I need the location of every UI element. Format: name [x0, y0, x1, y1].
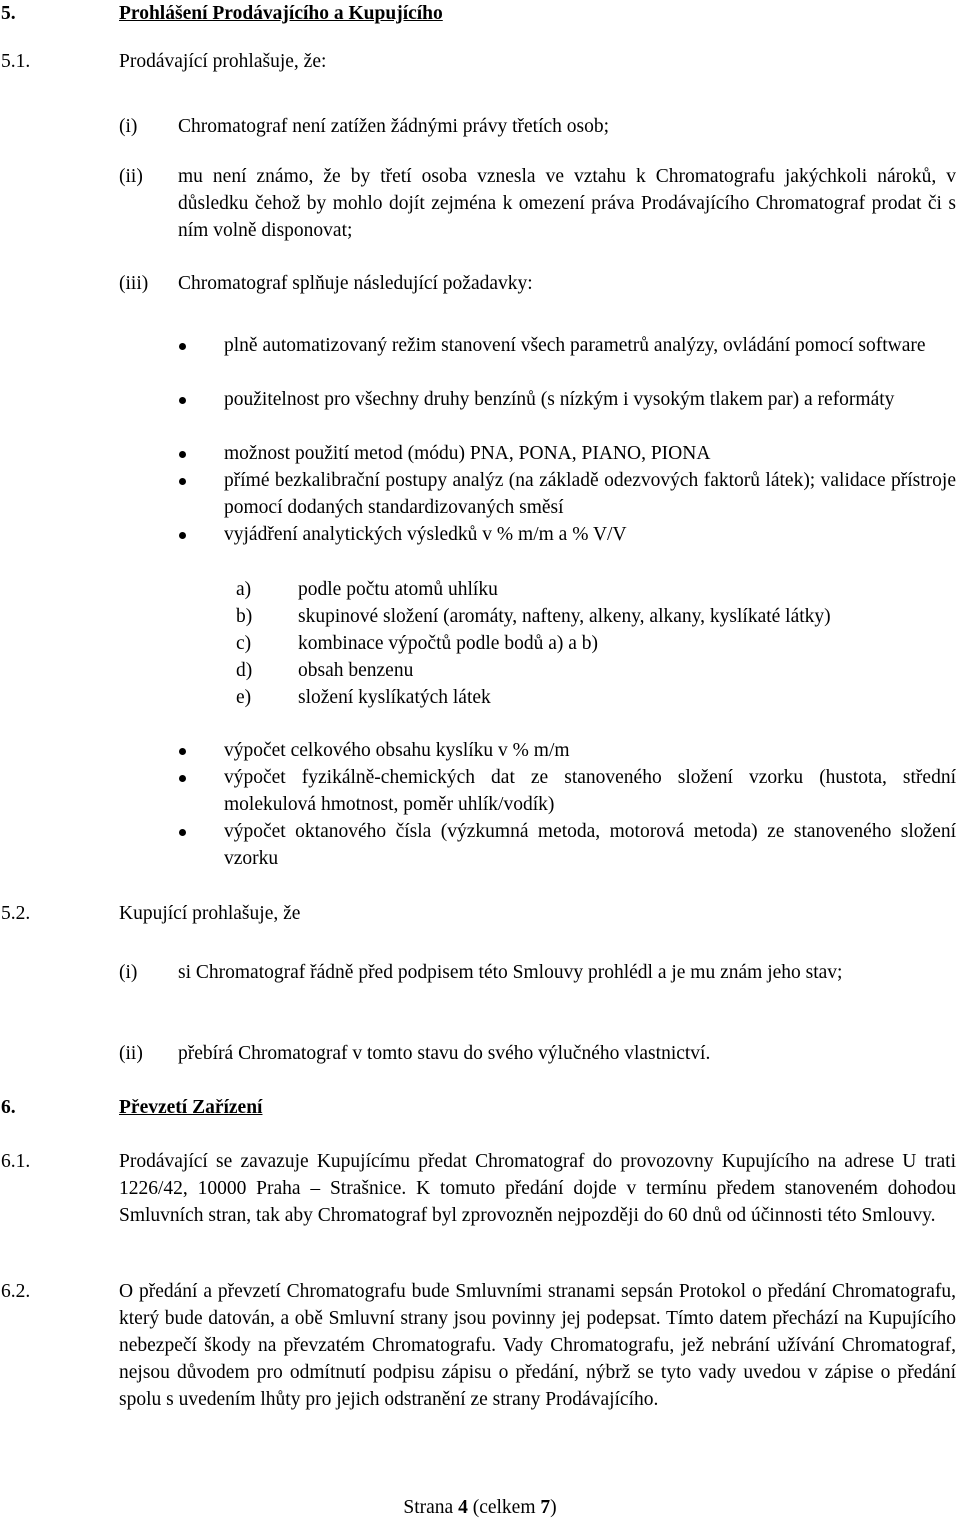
footer-prefix: Strana — [403, 1497, 459, 1518]
item-label: (ii) — [119, 166, 143, 187]
letter-text: skupinové složení (aromáty, nafteny, alkeny, alkany, kyslíkaté látky) — [298, 606, 831, 627]
section-6-title: Převzetí Zařízení — [119, 1097, 263, 1118]
page-number: 4 — [458, 1497, 468, 1518]
item-label: (ii) — [119, 1043, 143, 1064]
clause-5-2-text: Kupující prohlašuje, že — [119, 903, 301, 924]
item-text: přebírá Chromatograf v tomto stavu do svého výlučného vlastnictví. — [178, 1043, 711, 1064]
section-6-number: 6. — [1, 1097, 16, 1118]
bullet-icon — [179, 343, 186, 350]
item-label: (iii) — [119, 273, 149, 294]
item-text: Chromatograf splňuje následující požadavky: — [178, 273, 533, 294]
bullet-text: plně automatizovaný režim stanovení všech parametrů analýzy, ovládání pomocí software — [224, 335, 926, 356]
letter-label: b) — [236, 606, 253, 627]
letter-text: obsah benzenu — [298, 660, 414, 681]
item-text: si Chromatograf řádně před podpisem této Smlouvy prohlédl a je mu znám jeho stav; — [178, 962, 843, 983]
item-label: (i) — [119, 962, 138, 983]
bullet-text: výpočet celkového obsahu kyslíku v % m/m — [224, 740, 570, 761]
clause-6-2-text: O předání a převzetí Chromatografu bude Smluvními stranami sepsán Protokol o předání Chromatografu, který bude datován, a obě Smluvní strany jsou povinny jej podepsat. Tímto datem přechází na Kupujícího nebezpečí škody na převzatém Chromatografu. Vady Chromatografu, jež nebrání užívání Chromatograf, nejsou důvodem pro odmítnutí podpisu zápisu o předání, nýbrž se tyto vady uvedou v zápise o předání spolu s uvedením lhůty pro jejich odstranění ze strany Prodávajícího. — [119, 1281, 956, 1410]
bullet-icon — [179, 397, 186, 404]
letter-text: podle počtu atomů uhlíku — [298, 579, 498, 600]
clause-6-2-number: 6.2. — [1, 1281, 31, 1302]
bullet-icon — [179, 478, 186, 485]
bullet-text: přímé bezkalibrační postupy analýz (na základě odezvových faktorů látek); validace přístroje pomocí dodaných standardizovaných směsí — [224, 470, 956, 518]
clause-5-2-number: 5.2. — [1, 903, 31, 924]
section-5-number: 5. — [1, 3, 16, 24]
footer-suffix: ) — [550, 1497, 557, 1518]
letter-label: c) — [236, 633, 252, 654]
letter-text: složení kyslíkatých látek — [298, 687, 491, 708]
bullet-icon — [179, 775, 186, 782]
letter-label: d) — [236, 660, 253, 681]
item-text: mu není známo, že by třetí osoba vznesla ve vztahu k Chromatografu jakýchkoli nároků, v důsledku čehož by mohlo dojít zejména k omezení práva Prodávajícího Chromatograf prodat či s ním volně disponovat; — [178, 166, 956, 241]
letter-text: kombinace výpočtů podle bodů a) a b) — [298, 633, 598, 654]
page-footer — [0, 1494, 960, 1521]
bullet-text: výpočet oktanového čísla (výzkumná metoda, motorová metoda) ze stanoveného složení vzorku — [224, 821, 956, 869]
page-total: 7 — [540, 1497, 551, 1518]
section-5-title: Prohlášení Prodávajícího a Kupujícího — [119, 3, 443, 24]
bullet-icon — [179, 748, 186, 755]
bullet-icon — [179, 829, 186, 836]
clause-6-1-number: 6.1. — [1, 1151, 31, 1172]
bullet-icon — [179, 532, 186, 539]
bullet-icon — [179, 451, 186, 458]
letter-label: e) — [236, 687, 252, 708]
bullet-text: možnost použití metod (módu) PNA, PONA, PIANO, PIONA — [224, 443, 711, 464]
letter-label: a) — [236, 579, 252, 600]
item-text: Chromatograf není zatížen žádnými právy třetích osob; — [178, 116, 610, 137]
bullet-text: výpočet fyzikálně-chemických dat ze stanoveného složení vzorku (hustota, střední molekulová hmotnost, poměr uhlík/vodík) — [224, 767, 956, 815]
clause-5-1-text: Prodávající prohlašuje, že: — [119, 51, 327, 72]
item-label: (i) — [119, 116, 138, 137]
footer-middle: (celkem — [467, 1497, 541, 1518]
clause-6-1-text: Prodávající se zavazuje Kupujícímu předat Chromatograf do provozovny Kupujícího na adrese U trati 1226/42, 10000 Praha – Strašnice. K tomuto předání dojde v termínu předem stanoveném dohodou Smluvních stran, tak aby Chromatograf byl zprovozněn nejpozději do 60 dnů od účinnosti této Smlouvy. — [119, 1151, 956, 1226]
clause-5-1-number: 5.1. — [1, 51, 31, 72]
bullet-text: použitelnost pro všechny druhy benzínů (s nízkým i vysokým tlakem par) a reformáty — [224, 389, 895, 410]
bullet-text: vyjádření analytických výsledků v % m/m a % V/V — [224, 524, 627, 545]
